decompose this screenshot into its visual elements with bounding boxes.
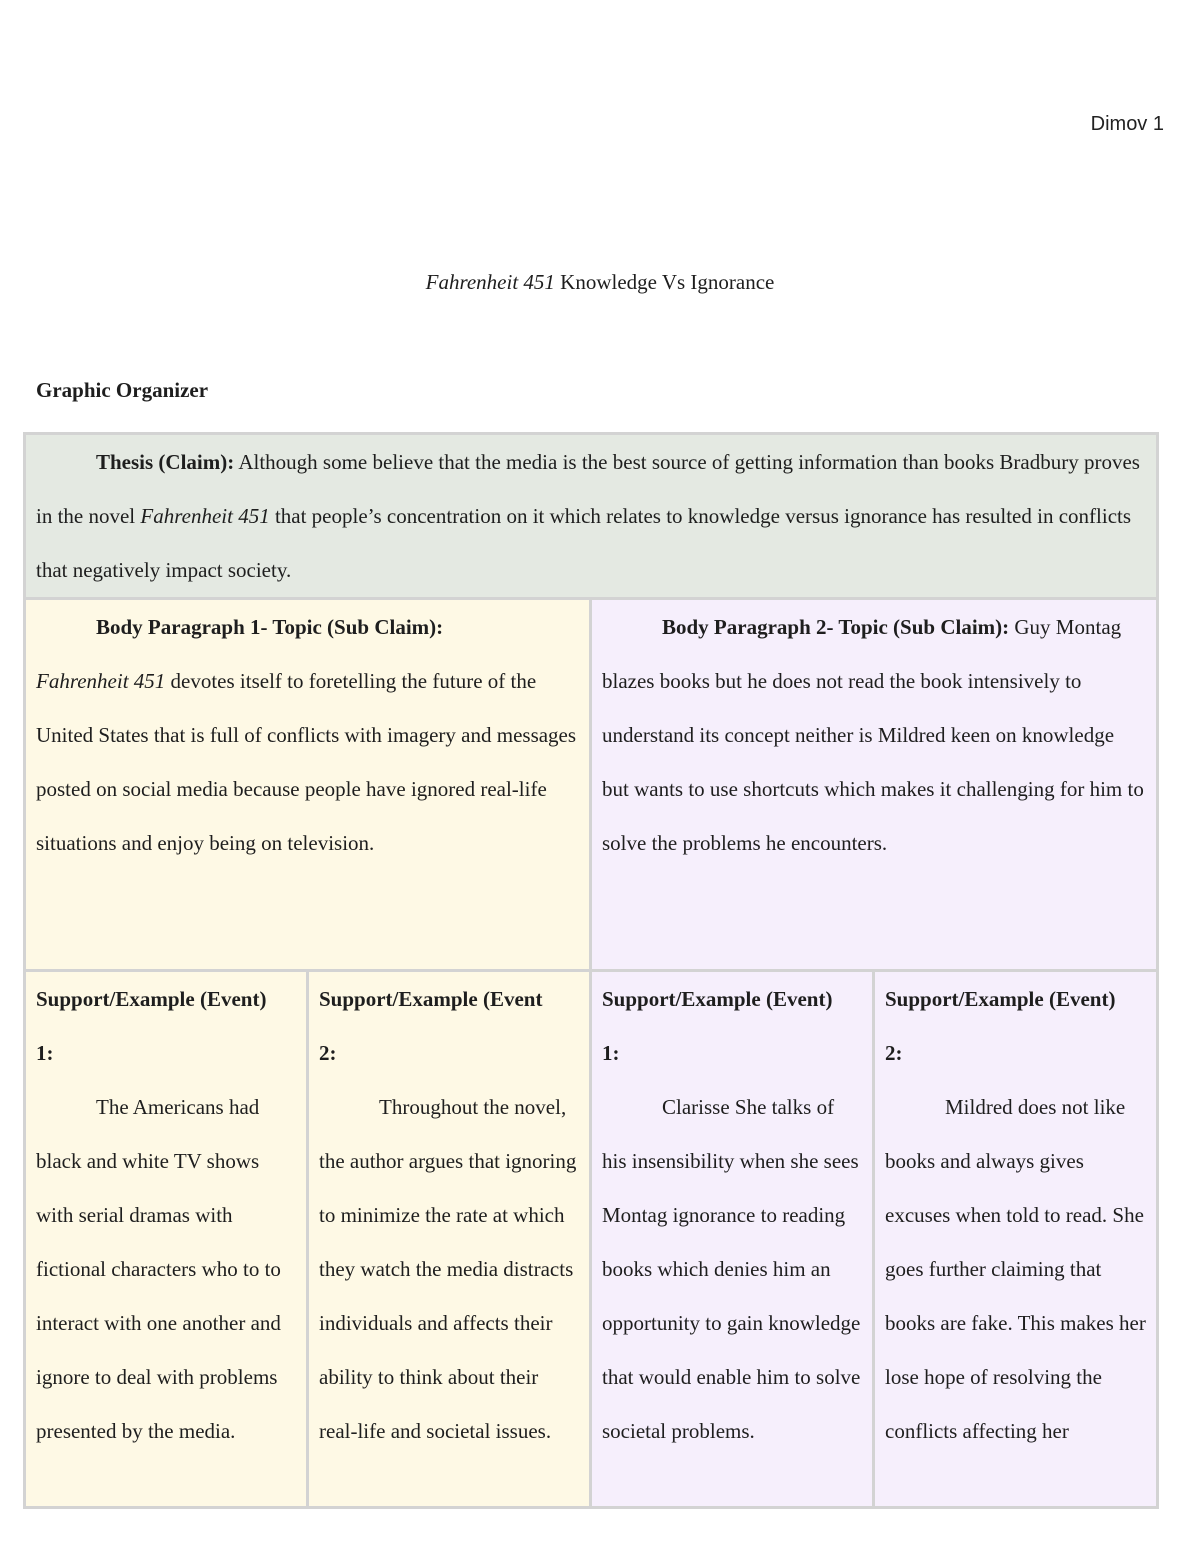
- support-2-number: 2:: [319, 1041, 337, 1065]
- support-1-label: Support/Example (Event): [36, 987, 267, 1011]
- body-paragraph-2-text: Guy Montag blazes books but he does not read the book intensively to understand its concept neither is Mildred keen on knowledge but wants to use shortcuts which makes it challenging for him to solve the problems he encounters.: [602, 615, 1144, 855]
- support-1-number: 1:: [36, 1041, 54, 1065]
- body-paragraph-2-label: Body Paragraph 2- Topic (Sub Claim):: [662, 615, 1010, 639]
- body-paragraph-1-label: Body Paragraph 1- Topic (Sub Claim):: [96, 615, 444, 639]
- body-paragraph-2-cell: [591, 599, 1158, 971]
- thesis-cell: [25, 434, 1158, 599]
- graphic-organizer-table: [23, 432, 1159, 1509]
- thesis-text-2: that people’s concentration on it which relates to knowledge versus ignorance has resulted in conflicts that negatively impact society.: [36, 504, 1132, 582]
- support-cell-3: [591, 971, 874, 1508]
- support-1-text: The Americans had black and white TV shows with serial dramas with fictional characters who to to interact with one another and ignore to deal with problems presented by the media.: [36, 1095, 281, 1443]
- body-paragraph-1-italic: Fahrenheit 451: [36, 669, 166, 693]
- support-cell-4: [874, 971, 1158, 1508]
- body-paragraph-1-cell: [25, 599, 591, 971]
- support-2-text: Throughout the novel, the author argues that ignoring to minimize the rate at which they watch the media distracts individuals and affects their ability to think about their real-life and societal issues.: [319, 1095, 577, 1443]
- support-cell-1: [25, 971, 308, 1508]
- support-3-text: Clarisse She talks of his insensibility when she sees Montag ignorance to reading books which denies him an opportunity to gain knowledge that would enable him to solve societal problems.: [602, 1095, 861, 1443]
- thesis-italic: Fahrenheit 451: [140, 504, 270, 528]
- support-2-label: Support/Example (Event: [319, 987, 543, 1011]
- thesis-label: Thesis (Claim):: [96, 450, 235, 474]
- body-paragraph-row: [25, 599, 1158, 971]
- title-rest: Knowledge Vs Ignorance: [554, 270, 775, 294]
- title-italic-part: Fahrenheit 451: [425, 270, 555, 294]
- support-cell-2: [308, 971, 591, 1508]
- thesis-text-1: Although some believe that the media is the best source of getting information than books Bradbury proves in the novel: [36, 450, 1140, 528]
- support-row: [25, 971, 1158, 1508]
- support-4-text: Mildred does not like books and always gives excuses when told to read. She goes further claiming that books are fake. This makes her lose hope of resolving the conflicts affecting her: [885, 1095, 1146, 1443]
- support-3-number: 1:: [602, 1041, 620, 1065]
- support-4-number: 2:: [885, 1041, 903, 1065]
- page-number-header: Dimov 1: [1090, 113, 1164, 135]
- section-heading: Graphic Organizer: [36, 378, 209, 402]
- document-title: [0, 270, 1200, 295]
- body-paragraph-1-text: devotes itself to foretelling the future of the United States that is full of conflicts with imagery and messages posted on social media because people have ignored real-life situations and enjoy being on television.: [36, 669, 577, 855]
- support-4-label: Support/Example (Event): [885, 987, 1116, 1011]
- thesis-row: [25, 434, 1158, 599]
- support-3-label: Support/Example (Event): [602, 987, 833, 1011]
